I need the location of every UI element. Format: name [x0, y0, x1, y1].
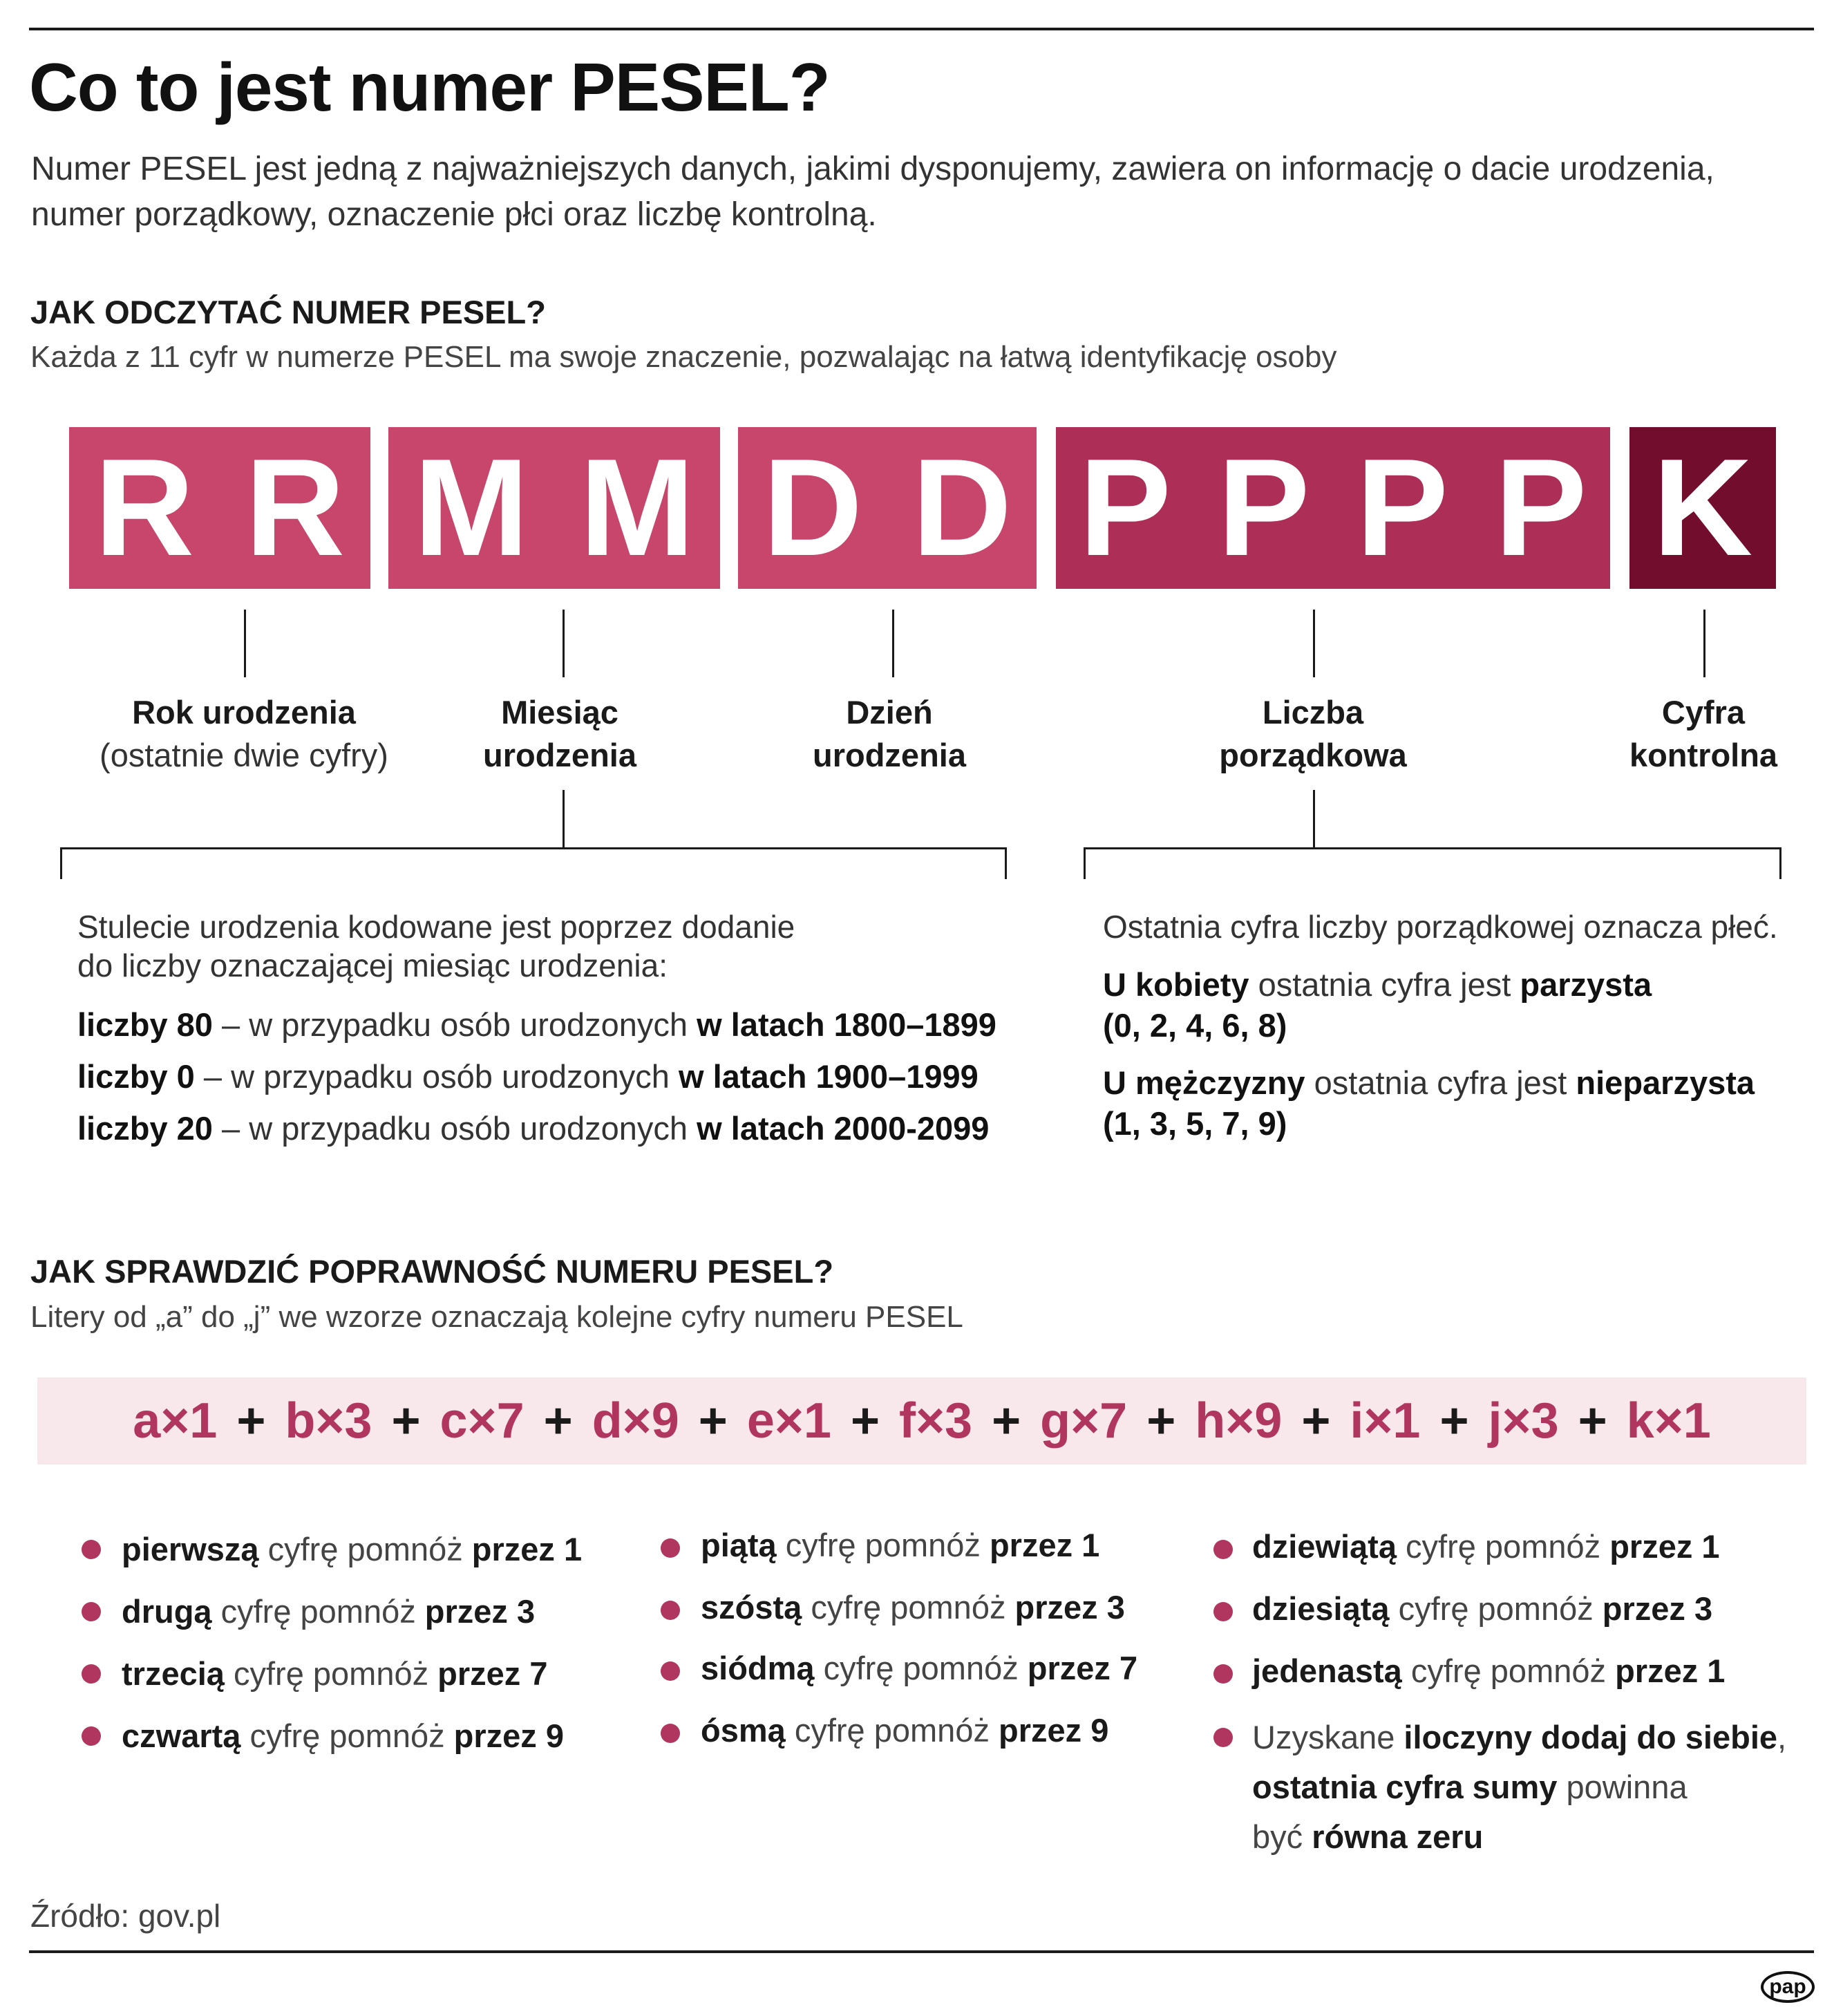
- bullet-dot: [1213, 1602, 1233, 1621]
- connector-serial: [1313, 610, 1315, 677]
- formula-plus: +: [391, 1393, 421, 1449]
- page-title: Co to jest numer PESEL?: [29, 49, 830, 125]
- step-ordinal: dziewiątą: [1252, 1528, 1397, 1565]
- gender-male-digits: [1103, 1103, 1287, 1144]
- century-row-label: liczby 20: [77, 1110, 213, 1147]
- bracket-left-bar: [60, 847, 1007, 849]
- label-check-line2: kontrolna: [1629, 737, 1778, 773]
- bracket-left-end-b: [1005, 847, 1007, 879]
- step-ordinal: pierwszą: [122, 1531, 259, 1567]
- intro-line-1: Numer PESEL jest jedną z najważniejszych danych, jakimi dysponujemy, zawiera on informację o dacie urodzenia,: [31, 151, 1714, 187]
- bracket-right-bar: [1084, 847, 1781, 849]
- year-digits-box: [69, 427, 370, 589]
- serial-digit: P: [1495, 431, 1587, 585]
- serial-digits-box: [1056, 427, 1610, 589]
- label-year: [57, 691, 431, 777]
- day-digit: D: [762, 431, 863, 585]
- label-year-title: Rok urodzenia: [132, 694, 356, 731]
- section2-subtitle: Litery od „a” do „j” we wzorze oznaczają kolejne cyfry numeru PESEL: [30, 1300, 963, 1334]
- bullet-dot: [661, 1661, 680, 1681]
- step-item: [122, 1591, 535, 1632]
- step-item: [701, 1648, 1137, 1689]
- bullet-dot: [82, 1664, 101, 1684]
- step-text: cyfrę pomnóż: [258, 1531, 472, 1567]
- step-ordinal: ósmą: [701, 1712, 786, 1749]
- formula-term: k×1: [1626, 1393, 1711, 1449]
- step-final-g: równa zeru: [1312, 1818, 1484, 1855]
- label-day: [751, 691, 1028, 777]
- century-row-label: liczby 0: [77, 1058, 195, 1095]
- bullet-dot: [1213, 1540, 1233, 1559]
- step-item: [701, 1525, 1099, 1566]
- gender-female-label: U kobiety: [1103, 966, 1249, 1003]
- century-row-range: w latach 1800–1899: [697, 1006, 996, 1043]
- label-check: [1582, 691, 1824, 777]
- top-rule: [29, 28, 1814, 30]
- section2-title: JAK SPRAWDZIĆ POPRAWNOŚĆ NUMERU PESEL?: [30, 1253, 834, 1290]
- label-serial: [1175, 691, 1451, 777]
- formula-plus: +: [698, 1393, 728, 1449]
- formula-term: e×1: [746, 1393, 831, 1449]
- gender-male-parity: nieparzysta: [1576, 1064, 1755, 1101]
- step-text: cyfrę pomnóż: [785, 1712, 999, 1749]
- source-note: Źródło: gov.pl: [30, 1898, 221, 1934]
- step-final-f: być: [1252, 1818, 1312, 1855]
- step-final: [1252, 1713, 1786, 1862]
- bracket-left-end-a: [60, 847, 62, 879]
- serial-digit: P: [1218, 431, 1310, 585]
- formula-plus: +: [1578, 1393, 1607, 1449]
- step-multiplier: przez 7: [1027, 1650, 1138, 1686]
- formula-term: i×1: [1350, 1393, 1421, 1449]
- step-multiplier: przez 3: [1014, 1589, 1125, 1626]
- intro-line-2: numer porządkowy, oznaczenie płci oraz liczbę kontrolną.: [31, 196, 877, 233]
- label-year-note: (ostatnie dwie cyfry): [100, 737, 388, 773]
- step-multiplier: przez 1: [989, 1527, 1100, 1563]
- step-item: [701, 1710, 1108, 1751]
- label-month-line2: urodzenia: [483, 737, 636, 773]
- century-intro-1: Stulecie urodzenia kodowane jest poprzez dodanie: [77, 909, 795, 945]
- gender-male-label: U mężczyzny: [1103, 1064, 1305, 1101]
- step-ordinal: drugą: [122, 1593, 212, 1630]
- label-month: [422, 691, 698, 777]
- step-text: cyfrę pomnóż: [776, 1527, 990, 1563]
- bracket-right-end-b: [1779, 847, 1781, 879]
- step-ordinal: szóstą: [701, 1589, 802, 1626]
- century-row-text: – w przypadku osób urodzonych: [212, 1110, 697, 1147]
- year-digit: R: [94, 431, 195, 585]
- bullet-dot: [82, 1726, 101, 1746]
- check-digit-box: [1629, 427, 1776, 589]
- step-item: [122, 1529, 582, 1570]
- step-final-e: powinna: [1557, 1769, 1688, 1805]
- formula-plus: +: [543, 1393, 573, 1449]
- step-item: [122, 1715, 564, 1757]
- formula-plus: +: [850, 1393, 880, 1449]
- step-text: cyfrę pomnóż: [211, 1593, 425, 1630]
- step-multiplier: przez 3: [1602, 1590, 1713, 1627]
- step-item: [701, 1587, 1125, 1628]
- month-digit: M: [579, 431, 695, 585]
- step-text: cyfrę pomnóż: [814, 1650, 1028, 1686]
- day-digit: D: [911, 431, 1012, 585]
- intro-text: [31, 147, 1828, 238]
- step-multiplier: przez 1: [1609, 1528, 1720, 1565]
- bracket-right-stem: [1313, 790, 1315, 848]
- section1-subtitle: Każda z 11 cyfr w numerze PESEL ma swoje znaczenie, pozwalając na łatwą identyfikację osoby: [30, 340, 1337, 374]
- bottom-rule: [29, 1950, 1814, 1953]
- step-multiplier: przez 3: [424, 1593, 536, 1630]
- day-digits-box: [738, 427, 1037, 589]
- gender-male: [1103, 1062, 1755, 1104]
- checksum-formula: [37, 1377, 1806, 1464]
- step-final-b: iloczyny dodaj do siebie: [1403, 1719, 1778, 1755]
- bullet-dot: [661, 1601, 680, 1620]
- century-row: [77, 1004, 996, 1046]
- section1-title: JAK ODCZYTAĆ NUMER PESEL?: [30, 294, 546, 330]
- formula-plus: +: [1439, 1393, 1469, 1449]
- gender-female-text: ostatnia cyfra jest: [1249, 966, 1520, 1003]
- bullet-dot: [82, 1602, 101, 1621]
- gender-female-digits: [1103, 1005, 1287, 1046]
- step-ordinal: jedenastą: [1252, 1652, 1402, 1689]
- century-row-text: – w przypadku osób urodzonych: [194, 1058, 679, 1095]
- formula-term: d×9: [592, 1393, 679, 1449]
- gender-intro: Ostatnia cyfra liczby porządkowej oznacza płeć.: [1103, 909, 1778, 945]
- formula-plus: +: [1146, 1393, 1176, 1449]
- connector-check: [1703, 610, 1705, 677]
- gender-male-digits-text: (1, 3, 5, 7, 9): [1103, 1105, 1287, 1142]
- step-multiplier: przez 7: [437, 1655, 548, 1692]
- serial-digit: P: [1356, 431, 1448, 585]
- formula-plus: +: [236, 1393, 266, 1449]
- connector-month: [563, 610, 565, 677]
- step-multiplier: przez 9: [999, 1712, 1109, 1749]
- step-text: cyfrę pomnóż: [224, 1655, 438, 1692]
- step-item: [122, 1653, 548, 1695]
- century-row-range: w latach 2000-2099: [697, 1110, 990, 1147]
- gender-female-parity: parzysta: [1520, 966, 1652, 1003]
- formula-plus: +: [1301, 1393, 1331, 1449]
- gender-male-text: ostatnia cyfra jest: [1305, 1064, 1576, 1101]
- step-text: cyfrę pomnóż: [240, 1717, 454, 1754]
- formula-term: b×3: [285, 1393, 372, 1449]
- label-month-line1: Miesiąc: [501, 694, 618, 731]
- step-text: cyfrę pomnóż: [1401, 1652, 1616, 1689]
- step-ordinal: trzecią: [122, 1655, 225, 1692]
- bullet-dot: [661, 1538, 680, 1558]
- century-row: [77, 1056, 979, 1098]
- label-check-line1: Cyfra: [1661, 694, 1746, 731]
- gender-female: [1103, 964, 1652, 1006]
- formula-term: h×9: [1195, 1393, 1283, 1449]
- bracket-left-stem: [563, 790, 565, 848]
- formula-term: g×7: [1040, 1393, 1128, 1449]
- formula-term: j×3: [1488, 1393, 1559, 1449]
- century-intro-2: do liczby oznaczającej miesiąc urodzenia:: [77, 948, 668, 983]
- step-text: cyfrę pomnóż: [1389, 1590, 1603, 1627]
- step-item: [1252, 1650, 1725, 1692]
- label-serial-line1: Liczba: [1262, 694, 1364, 731]
- step-multiplier: przez 9: [453, 1717, 564, 1754]
- label-day-line2: urodzenia: [813, 737, 966, 773]
- bracket-right-end-a: [1084, 847, 1086, 879]
- pap-logo: pap: [1761, 1971, 1815, 2003]
- step-multiplier: przez 1: [1615, 1652, 1726, 1689]
- formula-plus: +: [992, 1393, 1021, 1449]
- bullet-dot: [82, 1540, 101, 1559]
- label-day-line1: Dzień: [846, 694, 933, 731]
- century-row-text: – w przypadku osób urodzonych: [212, 1006, 697, 1043]
- formula-term: f×3: [899, 1393, 973, 1449]
- step-ordinal: siódmą: [701, 1650, 815, 1686]
- step-multiplier: przez 1: [471, 1531, 583, 1567]
- bullet-dot: [661, 1724, 680, 1743]
- bullet-dot: [1213, 1728, 1233, 1747]
- connector-year: [244, 610, 246, 677]
- year-digit: R: [245, 431, 346, 585]
- month-digits-box: [388, 427, 720, 589]
- formula-term: c×7: [440, 1393, 524, 1449]
- step-ordinal: piątą: [701, 1527, 777, 1563]
- formula-term: a×1: [133, 1393, 218, 1449]
- century-row-label: liczby 80: [77, 1006, 213, 1043]
- month-digit: M: [413, 431, 529, 585]
- serial-digit: P: [1079, 431, 1171, 585]
- label-serial-line2: porządkowa: [1219, 737, 1407, 773]
- century-row-range: w latach 1900–1999: [679, 1058, 979, 1095]
- step-ordinal: czwartą: [122, 1717, 241, 1754]
- step-ordinal: dziesiątą: [1252, 1590, 1390, 1627]
- step-text: cyfrę pomnóż: [802, 1589, 1015, 1626]
- step-item: [1252, 1526, 1720, 1567]
- check-digit: K: [1652, 431, 1753, 585]
- step-final-a: Uzyskane: [1252, 1719, 1404, 1755]
- gender-female-digits-text: (0, 2, 4, 6, 8): [1103, 1007, 1287, 1044]
- step-final-c: ,: [1777, 1719, 1787, 1755]
- step-text: cyfrę pomnóż: [1396, 1528, 1610, 1565]
- bullet-dot: [1213, 1664, 1233, 1684]
- step-final-d: ostatnia cyfra sumy: [1252, 1769, 1558, 1805]
- step-item: [1252, 1588, 1712, 1630]
- century-row: [77, 1108, 989, 1149]
- connector-day: [892, 610, 894, 677]
